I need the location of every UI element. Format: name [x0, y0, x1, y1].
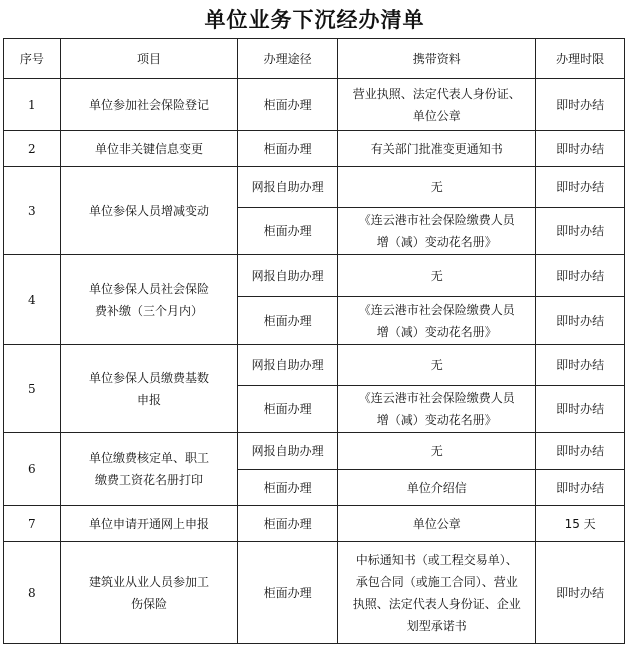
row-limit: 即时办结: [536, 208, 625, 255]
item-line: 单位参保人员社会保险: [88, 281, 209, 296]
row-number: 6: [4, 433, 61, 506]
item-line: 申报: [136, 392, 161, 407]
table-row: [4, 131, 625, 167]
row-item: [60, 506, 237, 542]
row-materials: [338, 208, 536, 255]
row-item: [60, 167, 237, 255]
materials-line: 《连云港市社会保险缴费人员: [358, 391, 515, 405]
row-number: 5: [4, 345, 61, 433]
materials-line: 单位公章: [412, 516, 461, 531]
header-limit: 办理时限: [536, 39, 625, 79]
table-row: [4, 167, 625, 208]
row-channel: 网报自助办理: [238, 167, 338, 208]
materials-line: 有关部门批准变更通知书: [370, 141, 503, 156]
item-line: 建筑业从业人员参加工: [88, 574, 209, 589]
materials-line: 执照、法定代表人身份证、企业: [352, 596, 521, 611]
row-materials: [338, 167, 536, 208]
materials-line: 增（减）变动花名册》: [376, 413, 497, 427]
row-materials: [338, 131, 536, 167]
row-channel: 柜面办理: [238, 79, 338, 131]
row-materials: [338, 79, 536, 131]
table-row: [4, 542, 625, 644]
row-materials: [338, 386, 536, 433]
table-row: [4, 79, 625, 131]
row-materials: [338, 345, 536, 386]
row-limit: 即时办结: [536, 255, 625, 297]
row-channel: 柜面办理: [238, 386, 338, 433]
row-number: 8: [4, 542, 61, 644]
row-channel: 柜面办理: [238, 470, 338, 506]
table-row: [4, 345, 625, 386]
row-limit: 15 天: [536, 506, 625, 542]
row-limit: 即时办结: [536, 79, 625, 131]
materials-line: 《连云港市社会保险缴费人员: [358, 213, 515, 227]
header-row: [4, 39, 625, 79]
row-materials: [338, 433, 536, 470]
header-item: 项目: [60, 39, 237, 79]
materials-line: 营业执照、法定代表人身份证、: [352, 86, 521, 101]
item-line: 单位申请开通网上申报: [88, 516, 209, 531]
header-channel: 办理途径: [238, 39, 338, 79]
header-materials: 携带资料: [338, 39, 536, 79]
materials-line: 单位公章: [412, 108, 461, 123]
materials-line: 无: [430, 180, 443, 194]
item-line: 伤保险: [130, 596, 167, 611]
row-limit: 即时办结: [536, 542, 625, 644]
row-limit: 即时办结: [536, 433, 625, 470]
row-channel: 柜面办理: [238, 208, 338, 255]
row-number: 2: [4, 131, 61, 167]
row-materials: [338, 470, 536, 506]
materials-line: 无: [430, 358, 443, 372]
row-limit: 即时办结: [536, 345, 625, 386]
materials-line: 中标通知书（或工程交易单）、: [355, 552, 518, 567]
row-item: [60, 131, 237, 167]
row-item: [60, 542, 237, 644]
materials-line: 划型承诺书: [406, 618, 467, 633]
materials-line: 单位介绍信: [406, 480, 467, 495]
row-channel: 柜面办理: [238, 297, 338, 345]
table-body: [4, 79, 625, 644]
row-limit: 即时办结: [536, 386, 625, 433]
row-channel: 柜面办理: [238, 542, 338, 644]
table-row: [4, 433, 625, 470]
row-limit: 即时办结: [536, 131, 625, 167]
row-materials: [338, 506, 536, 542]
materials-line: 承包合同（或施工合同）、营业: [355, 574, 518, 589]
row-number: 1: [4, 79, 61, 131]
row-materials: [338, 542, 536, 644]
row-item: [60, 433, 237, 506]
row-item: [60, 345, 237, 433]
row-limit: 即时办结: [536, 167, 625, 208]
materials-line: 《连云港市社会保险缴费人员: [358, 302, 515, 317]
materials-line: 无: [430, 444, 443, 458]
header-no: 序号: [4, 39, 61, 79]
row-number: 3: [4, 167, 61, 255]
table-row: [4, 506, 625, 542]
row-materials: [338, 297, 536, 345]
row-channel: 网报自助办理: [238, 345, 338, 386]
row-item: [60, 79, 237, 131]
item-line: 单位参保人员增减变动: [88, 203, 209, 218]
item-line: 单位缴费核定单、职工: [88, 451, 209, 465]
materials-line: 增（减）变动花名册》: [376, 235, 497, 249]
service-table: [3, 38, 625, 644]
table-row: [4, 255, 625, 297]
row-channel: 柜面办理: [238, 131, 338, 167]
materials-line: 无: [430, 268, 443, 283]
row-limit: 即时办结: [536, 470, 625, 506]
materials-line: 增（减）变动花名册》: [376, 324, 497, 339]
row-item: [60, 255, 237, 345]
item-line: 单位参加社会保险登记: [88, 97, 209, 112]
row-channel: 网报自助办理: [238, 255, 338, 297]
item-line: 费补缴（三个月内）: [94, 303, 203, 318]
row-limit: 即时办结: [536, 297, 625, 345]
item-line: 单位非关键信息变更: [94, 141, 203, 156]
row-number: 7: [4, 506, 61, 542]
item-line: 单位参保人员缴费基数: [88, 370, 209, 385]
page-title: 单位业务下沉经办清单: [204, 7, 425, 32]
row-channel: 柜面办理: [238, 506, 338, 542]
item-line: 缴费工资花名册打印: [94, 473, 203, 487]
row-channel: 网报自助办理: [238, 433, 338, 470]
row-materials: [338, 255, 536, 297]
row-number: 4: [4, 255, 61, 345]
